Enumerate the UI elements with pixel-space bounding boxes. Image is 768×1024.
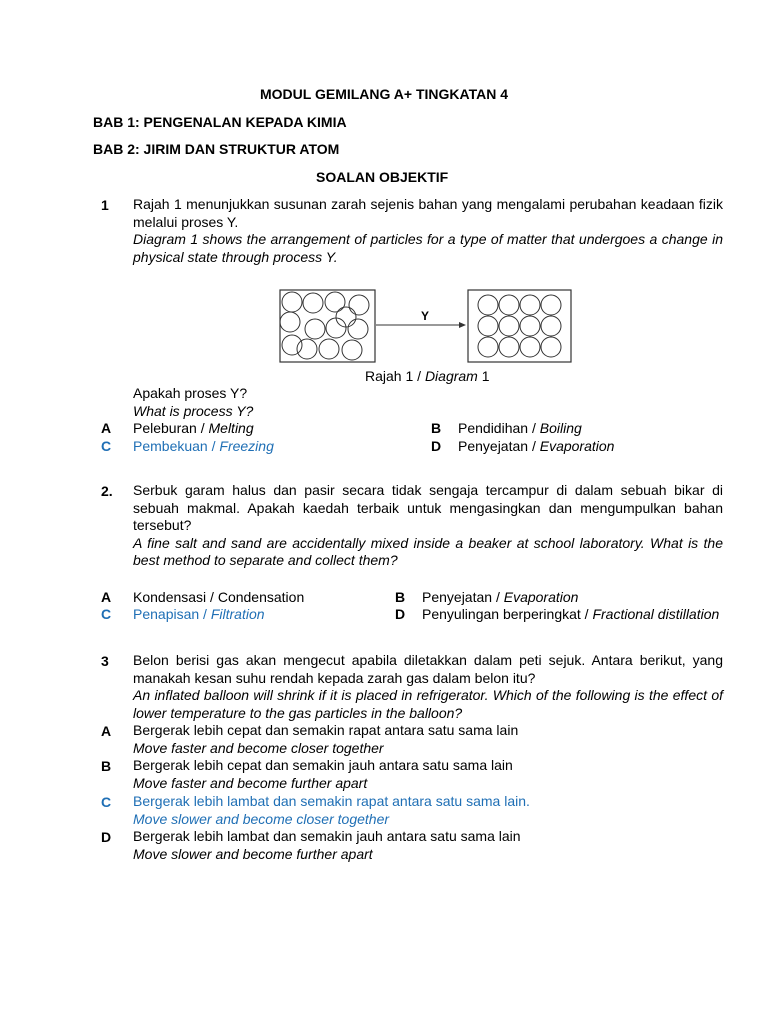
q1-text-malay: Rajah 1 menunjukkan susunan zarah sejenis bahan yang mengalami perubahan keadaan fizik melalui proses Y.: [133, 196, 723, 230]
q3-option-b[interactable]: [133, 757, 513, 792]
option-english: Melting: [208, 420, 254, 436]
q2-option-b[interactable]: [422, 589, 578, 605]
q2-stem: [133, 482, 723, 570]
q1-number: 1: [101, 197, 109, 213]
q2-text-malay: Serbuk garam halus dan pasir secara tidak sengaja tercampur di dalam sebuah bikar di sebuah makmal. Apakah kaedah terbaik untuk mengasingkan dan mengumpulkan bahan tersebut?: [133, 482, 723, 533]
q2-option-b-letter: B: [395, 589, 406, 605]
q1-stem: [133, 196, 723, 266]
section-heading: SOALAN OBJEKTIF: [316, 169, 449, 185]
option-english: Move slower and become further apart: [133, 845, 373, 862]
q3-option-a[interactable]: [133, 722, 518, 757]
diagram-1-caption: [365, 368, 490, 384]
q2-option-d[interactable]: [422, 606, 719, 622]
q3-stem: [133, 652, 723, 722]
option-malay: Penapisan /: [133, 606, 211, 622]
q2-option-c-answer[interactable]: [133, 606, 265, 622]
option-malay: Bergerak lebih lambat dan semakin rapat antara satu sama lain.: [133, 793, 530, 809]
q1-text-english: Diagram 1 shows the arrangement of particles for a type of matter that undergoes a change in physical state through process Y.: [133, 231, 723, 265]
q2-text-english: A fine salt and sand are accidentally mixed inside a beaker at school laboratory. What is the best method to separate and collect them?: [133, 534, 723, 568]
option-malay: Bergerak lebih lambat dan semakin jauh antara satu sama lain: [133, 828, 521, 844]
option-english: Evaporation: [503, 589, 579, 605]
diagram-1-particles: [276, 286, 576, 366]
option-malay: Penyejatan /: [458, 438, 540, 454]
q3-option-c-letter: C: [101, 794, 112, 810]
option-english: Evaporation: [539, 438, 615, 454]
q1-option-a[interactable]: [133, 420, 254, 436]
option-english: Fractional distillation: [592, 606, 720, 622]
option-malay: Bergerak lebih cepat dan semakin rapat antara satu sama lain: [133, 722, 519, 738]
q1-prompt: [133, 385, 253, 420]
q2-option-c-letter: C: [101, 606, 112, 622]
q2-number: 2.: [101, 483, 113, 499]
q1-option-a-letter: A: [101, 420, 112, 436]
process-y-label: Y: [421, 309, 430, 323]
q3-option-d-letter: D: [101, 829, 112, 845]
q2-option-d-letter: D: [395, 606, 406, 622]
option-english: Move faster and become further apart: [133, 774, 368, 791]
option-malay: Bergerak lebih cepat dan semakin jauh antara satu sama lain: [133, 757, 513, 773]
option-english: Move faster and become closer together: [133, 739, 384, 756]
option-english: Filtration: [210, 606, 265, 622]
q1-option-c-answer[interactable]: [133, 438, 274, 454]
option-english: Move slower and become closer together: [133, 810, 390, 827]
option-english: Boiling: [539, 420, 582, 436]
q1-prompt-malay: Apakah proses Y?: [133, 385, 248, 401]
q1-option-d-letter: D: [431, 438, 442, 454]
q3-text-malay: Belon berisi gas akan mengecut apabila diletakkan dalam peti sejuk. Antara berikut, yang manakah kesan suhu rendah kepada zarah gas dalam belon itu?: [133, 652, 723, 686]
option-malay: Peleburan /: [133, 420, 209, 436]
option-malay: Pembekuan /: [133, 438, 220, 454]
q3-text-english: An inflated balloon will shrink if it is placed in refrigerator. Which of the following is the effect of lower temperature to the gas particles in the balloon?: [133, 687, 723, 721]
q1-option-c-letter: C: [101, 438, 112, 454]
option-malay: Pendidihan /: [458, 420, 540, 436]
q1-option-d[interactable]: [458, 438, 614, 454]
q1-prompt-english: What is process Y?: [133, 402, 254, 419]
title-row: [0, 86, 768, 102]
option-english: Freezing: [219, 438, 274, 454]
process-arrow-head: [459, 322, 466, 328]
chapter-1-heading: BAB 1: PENGENALAN KEPADA KIMIA: [93, 114, 347, 130]
q1-option-b-letter: B: [431, 420, 442, 436]
option-malay: Penyulingan berperingkat /: [422, 606, 593, 622]
q3-option-d[interactable]: [133, 828, 521, 863]
caption-number: 1: [477, 368, 490, 384]
option-malay: Penyejatan /: [422, 589, 504, 605]
q3-number: 3: [101, 653, 109, 669]
solid-before-box: [280, 290, 375, 362]
module-title: MODUL GEMILANG A+ TINGKATAN 4: [260, 86, 508, 102]
caption-english: Diagram: [424, 368, 478, 384]
q2-option-a[interactable]: [133, 589, 304, 605]
particles-after: [478, 295, 561, 357]
chapter-2-heading: BAB 2: JIRIM DAN STRUKTUR ATOM: [93, 141, 340, 157]
q3-option-a-letter: A: [101, 723, 112, 739]
particles-before: [280, 292, 369, 360]
q2-option-a-letter: A: [101, 589, 112, 605]
option-malay: Kondensasi / Condensation: [133, 589, 305, 605]
caption-malay: Rajah 1 /: [365, 368, 425, 384]
q3-option-b-letter: B: [101, 758, 112, 774]
q1-option-b[interactable]: [458, 420, 582, 436]
q3-option-c-answer[interactable]: [133, 793, 530, 828]
